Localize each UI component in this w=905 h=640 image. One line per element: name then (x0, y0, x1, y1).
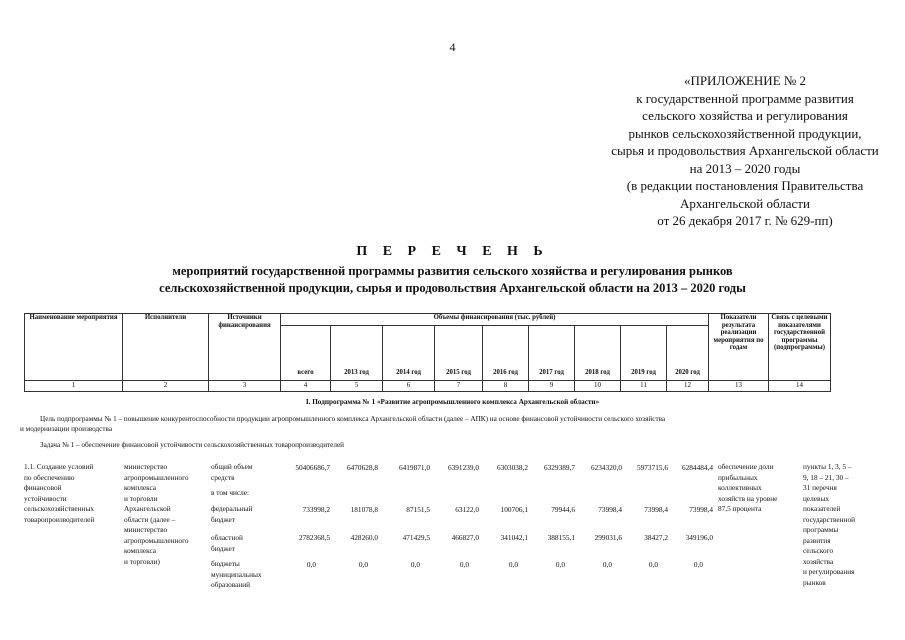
appendix-block (555, 72, 905, 230)
link-line: хозяйства (803, 556, 834, 566)
subheading-line: мероприятий государственной программы развития сельского хозяйства и регулирования рынков (172, 264, 733, 278)
indicator-line: прибыльных (718, 472, 758, 482)
value-2015: 466827,0 (451, 533, 479, 542)
column-number: 9 (529, 381, 575, 392)
column-number: 3 (209, 381, 281, 392)
value-2017: 0,0 (555, 560, 565, 569)
measure-link (803, 462, 855, 588)
value-2018: 0,0 (602, 560, 612, 569)
appendix-line: «ПРИЛОЖЕНИЕ № 2 (683, 73, 807, 88)
goal-line: Цель подпрограммы № 1 – повышение конкурентоспособности продукции агропромышленного комплекса Архангельской области (далее – АПК) на основе финансовой устойчивости сельского хозяйства (40, 415, 666, 423)
source-line: муниципальных (211, 569, 262, 579)
value-2016: 0,0 (508, 560, 518, 569)
header-source: Источники финансирования (209, 314, 281, 381)
source-line: в том числе: (211, 488, 250, 497)
value-2013: 6470628,8 (346, 463, 378, 472)
measure-indicator (718, 462, 777, 515)
appendix-line: сельского хозяйства и регулирования (642, 108, 848, 123)
appendix-line: (в редакции постановления Правительства (626, 178, 864, 193)
header-sub-year: 2017 год (529, 326, 575, 381)
executor-line: области (далее – (124, 514, 176, 524)
funding-source-including (211, 488, 249, 499)
header-volumes: Объемы финансирования (тыс. рублей) (281, 314, 709, 326)
source-line: бюджет (211, 514, 235, 524)
value-2013: 0,0 (358, 560, 368, 569)
executor-line: комплекса (124, 483, 157, 492)
header-name: Наименование мероприятия (25, 314, 123, 381)
appendix-line: к государственной программе развития (636, 90, 854, 106)
link-line: пункты 1, 3, 5 – (803, 462, 852, 471)
funding-source-federal (211, 504, 252, 525)
link-line: рынков (803, 577, 826, 587)
value-2014: 6419871,0 (398, 463, 430, 472)
indicator-line: обеспечение доли (718, 462, 774, 471)
header-executors: Исполнители (123, 314, 209, 381)
column-number: 11 (621, 381, 667, 392)
executor-line: и торговли (124, 493, 158, 503)
column-number: 7 (435, 381, 483, 392)
column-number: 4 (281, 381, 331, 392)
value-2020: 6284484,4 (681, 463, 713, 472)
page-number: 4 (449, 40, 456, 54)
header-sub-year: 2015 год (435, 326, 483, 381)
measure-name-line: 1.1. Создание условий (24, 462, 94, 471)
indicator-line: коллективных (718, 483, 762, 492)
column-number: 5 (331, 381, 383, 392)
subheading-line: сельскохозяйственной продукции, сырья и продовольствия Архангельской области на 2013 – 2020 годы (159, 281, 746, 295)
funding-source-municipal (211, 559, 262, 591)
value-2015: 63122,0 (455, 505, 479, 514)
executor-line: комплекса (124, 546, 157, 555)
value-2018: 6234320,0 (590, 463, 622, 472)
link-line: сельского (803, 546, 834, 555)
column-number: 12 (667, 381, 709, 392)
source-line: областной (211, 533, 243, 542)
goal-line: и модернизации производства (20, 425, 113, 433)
value-2019: 73998,4 (644, 505, 668, 514)
indicator-line: 87,5 процента (718, 504, 762, 513)
measure-name-line: по обеспечению (24, 472, 75, 482)
source-line: образований (211, 580, 251, 589)
header-sub-year: 2020 год (667, 326, 709, 381)
column-number: 10 (575, 381, 621, 392)
value-2014: 471429,5 (402, 533, 430, 542)
value-2018: 299031,6 (594, 533, 622, 542)
column-number: 14 (769, 381, 831, 392)
executor-line: Архангельской (124, 504, 171, 513)
executor-line: агропромышленного (124, 535, 189, 545)
measure-name-line: финансовой (24, 483, 62, 492)
value-2014: 87151,5 (406, 505, 430, 514)
link-line: и регулирования (803, 567, 855, 576)
value-2016: 6303038,2 (496, 463, 528, 472)
header-sub-year: 2016 год (483, 326, 529, 381)
funding-source-total (211, 462, 252, 483)
value-2015: 6391239,0 (447, 463, 479, 472)
appendix-line: на 2013 – 2020 годы (689, 160, 801, 176)
column-number: 6 (383, 381, 435, 392)
task-line: Задача № 1 – обеспечение финансовой устойчивости сельскохозяйственных товаропроизводителей (40, 441, 344, 449)
link-line: 31 перечня (803, 483, 837, 492)
column-number: 13 (709, 381, 769, 392)
value-2016: 100706,1 (500, 505, 528, 514)
header-link: Связь с целевыми показателями государственной программы (подпрограммы) (769, 314, 831, 381)
source-line: бюджеты (211, 559, 240, 568)
source-line: общий объем (211, 462, 253, 471)
measure-name-line: устойчивости (24, 493, 67, 503)
header-sub-total: всего (281, 326, 331, 381)
link-line: программы (803, 525, 839, 534)
value-total: 2782368,5 (298, 533, 330, 542)
appendix-line: сырья и продовольствия Архангельской области (611, 143, 879, 158)
value-2020: 73998,4 (689, 505, 713, 514)
source-line: бюджет (211, 543, 235, 553)
appendix-line: Архангельской области (680, 195, 810, 211)
value-2018: 73998,4 (598, 505, 622, 514)
document-heading: П Е Р Е Ч Е Н Ь (356, 244, 549, 259)
link-line: целевых (803, 493, 830, 503)
value-total: 50406686,7 (295, 463, 330, 472)
measure-name-line: товаропроизводителей (24, 514, 95, 524)
measure-name (24, 462, 94, 525)
appendix-line: рынков сельскохозяйственной продукции, (628, 125, 862, 141)
measure-name-line: сельскохозяйственных (24, 504, 95, 513)
value-2019: 0,0 (648, 560, 658, 569)
value-2019: 5973715,6 (636, 463, 668, 472)
indicator-line: хозяйств на уровне (718, 493, 778, 503)
source-line: средств (211, 472, 235, 482)
header-indicators: Показатели результата реализации мероприятия по годам (709, 314, 769, 381)
header-sub-year: 2013 год (331, 326, 383, 381)
value-2013: 181078,8 (350, 505, 378, 514)
link-line: государственной (803, 514, 856, 524)
value-2017: 388155,1 (547, 533, 575, 542)
table-header (24, 313, 831, 392)
value-2020: 349196,0 (685, 533, 713, 542)
executor-line: министерство (124, 462, 168, 471)
funding-source-regional (211, 533, 243, 554)
value-2017: 79944,6 (551, 505, 575, 514)
link-line: развития (803, 535, 831, 545)
executor-line: министерство (124, 525, 168, 534)
subprogram-title: I. Подпрограмма № 1 «Развитие агропромышленного комплекса Архангельской области» (305, 398, 600, 406)
value-total: 0,0 (306, 560, 316, 569)
link-line: показателей (803, 504, 841, 513)
executor-line: и торговли) (124, 556, 160, 566)
executor-line: агропромышленного (124, 472, 189, 482)
value-2016: 341042,1 (500, 533, 528, 542)
column-number: 2 (123, 381, 209, 392)
value-2015: 0,0 (459, 560, 469, 569)
value-2017: 6329389,7 (543, 463, 575, 472)
value-2014: 0,0 (410, 560, 420, 569)
column-number: 1 (25, 381, 123, 392)
header-sub-year: 2014 год (383, 326, 435, 381)
value-total: 733998,2 (302, 505, 330, 514)
document-subheading (20, 263, 885, 297)
header-sub-year: 2018 год (575, 326, 621, 381)
column-number: 8 (483, 381, 529, 392)
link-line: 9, 18 – 21, 30 – (803, 472, 849, 482)
header-sub-year: 2019 год (621, 326, 667, 381)
value-2020: 0,0 (693, 560, 703, 569)
appendix-line: от 26 декабря 2017 г. № 629-пп) (657, 213, 833, 228)
source-line: федеральный (211, 504, 253, 513)
value-2019: 38427,2 (644, 533, 668, 542)
subprogram-goal (20, 414, 870, 434)
measure-executors (124, 462, 189, 567)
value-2013: 428260,0 (350, 533, 378, 542)
